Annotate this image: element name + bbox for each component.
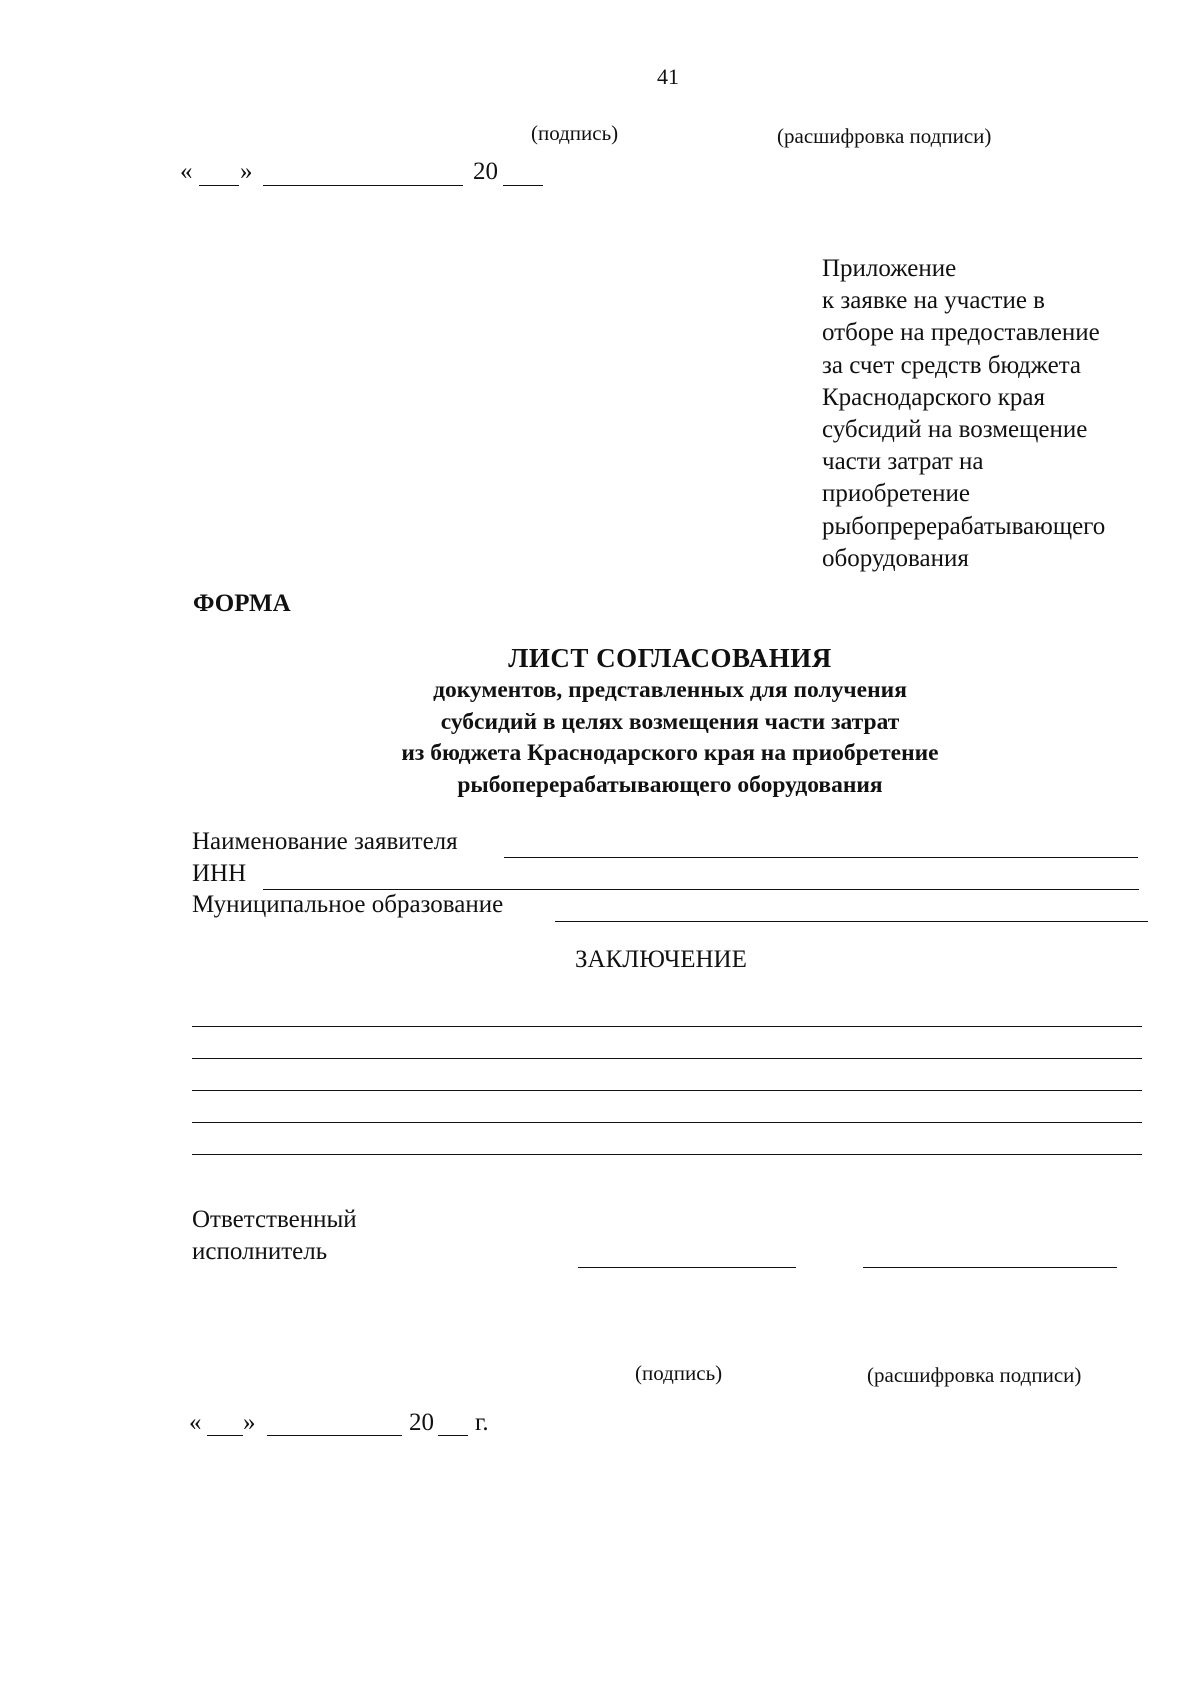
top-decoding-caption: (расшифровка подписи) [777,124,992,148]
appendix-line: части затрат на [822,448,984,476]
document-title [170,641,1170,801]
signature-blank[interactable] [578,1267,796,1268]
bottom-date-month-blank [267,1435,402,1436]
top-date-day-blank [199,185,239,186]
bottom-date-day-blank [207,1435,243,1436]
title-line: документов, представленных для получения [433,677,907,703]
top-date-quote-close: » [240,158,253,185]
appendix-line: к заявке на участие в [822,287,1045,315]
responsible-line2: исполнитель [192,1238,328,1265]
applicant-input-line[interactable] [504,857,1138,858]
top-date-quote-open: « [180,158,193,185]
bottom-date-quote-close: » [243,1409,256,1436]
bottom-signature-caption: (подпись) [635,1361,723,1385]
title-line: рыбоперерабатывающего оборудования [457,771,883,798]
municipality-label: Муниципальное образование [192,891,504,918]
form-label: ФОРМА [193,590,291,617]
conclusion-line[interactable] [192,1026,1142,1027]
appendix-line: за счет средств бюджета [822,351,1082,379]
appendix-line: Приложение [822,255,957,282]
appendix-line: отборе на предоставление [822,319,1100,347]
responsible-line1: Ответственный [192,1206,357,1233]
title-main: ЛИСТ СОГЛАСОВАНИЯ [508,643,832,673]
bottom-date-quote-open: « [189,1409,202,1436]
conclusion-line[interactable] [192,1058,1142,1059]
appendix-block [822,253,1105,575]
conclusion-line[interactable] [192,1154,1142,1155]
top-date-year-blank [503,185,543,186]
title-line: из бюджета Краснодарского края на приобретение [401,740,939,766]
bottom-date-year-suffix: г. [475,1409,489,1436]
bottom-decoding-caption: (расшифровка подписи) [867,1363,1082,1387]
top-signature-caption: (подпись) [531,121,619,145]
decoding-blank[interactable] [863,1267,1117,1268]
appendix-line: рыбопререрабатывающего [822,512,1106,540]
appendix-line: оборудования [822,544,969,572]
top-date-month-blank [263,185,463,186]
applicant-label: Наименование заявителя [192,828,458,855]
bottom-date-year-blank [438,1435,468,1436]
conclusion-line[interactable] [192,1090,1142,1091]
appendix-line: Краснодарского края [822,383,1045,411]
conclusion-line[interactable] [192,1122,1142,1123]
conclusion-heading: ЗАКЛЮЧЕНИЕ [575,946,747,973]
bottom-date-year-prefix: 20 [409,1409,434,1436]
top-date-year-prefix: 20 [473,158,498,185]
inn-input-line[interactable] [263,889,1139,890]
title-line: субсидий в целях возмещения части затрат [440,708,900,735]
page-number: 41 [657,64,679,89]
municipality-input-line[interactable] [555,921,1148,922]
appendix-line: субсидий на возмещение [822,416,1088,444]
appendix-line: приобретение [822,480,970,508]
inn-label: ИНН [192,860,247,887]
